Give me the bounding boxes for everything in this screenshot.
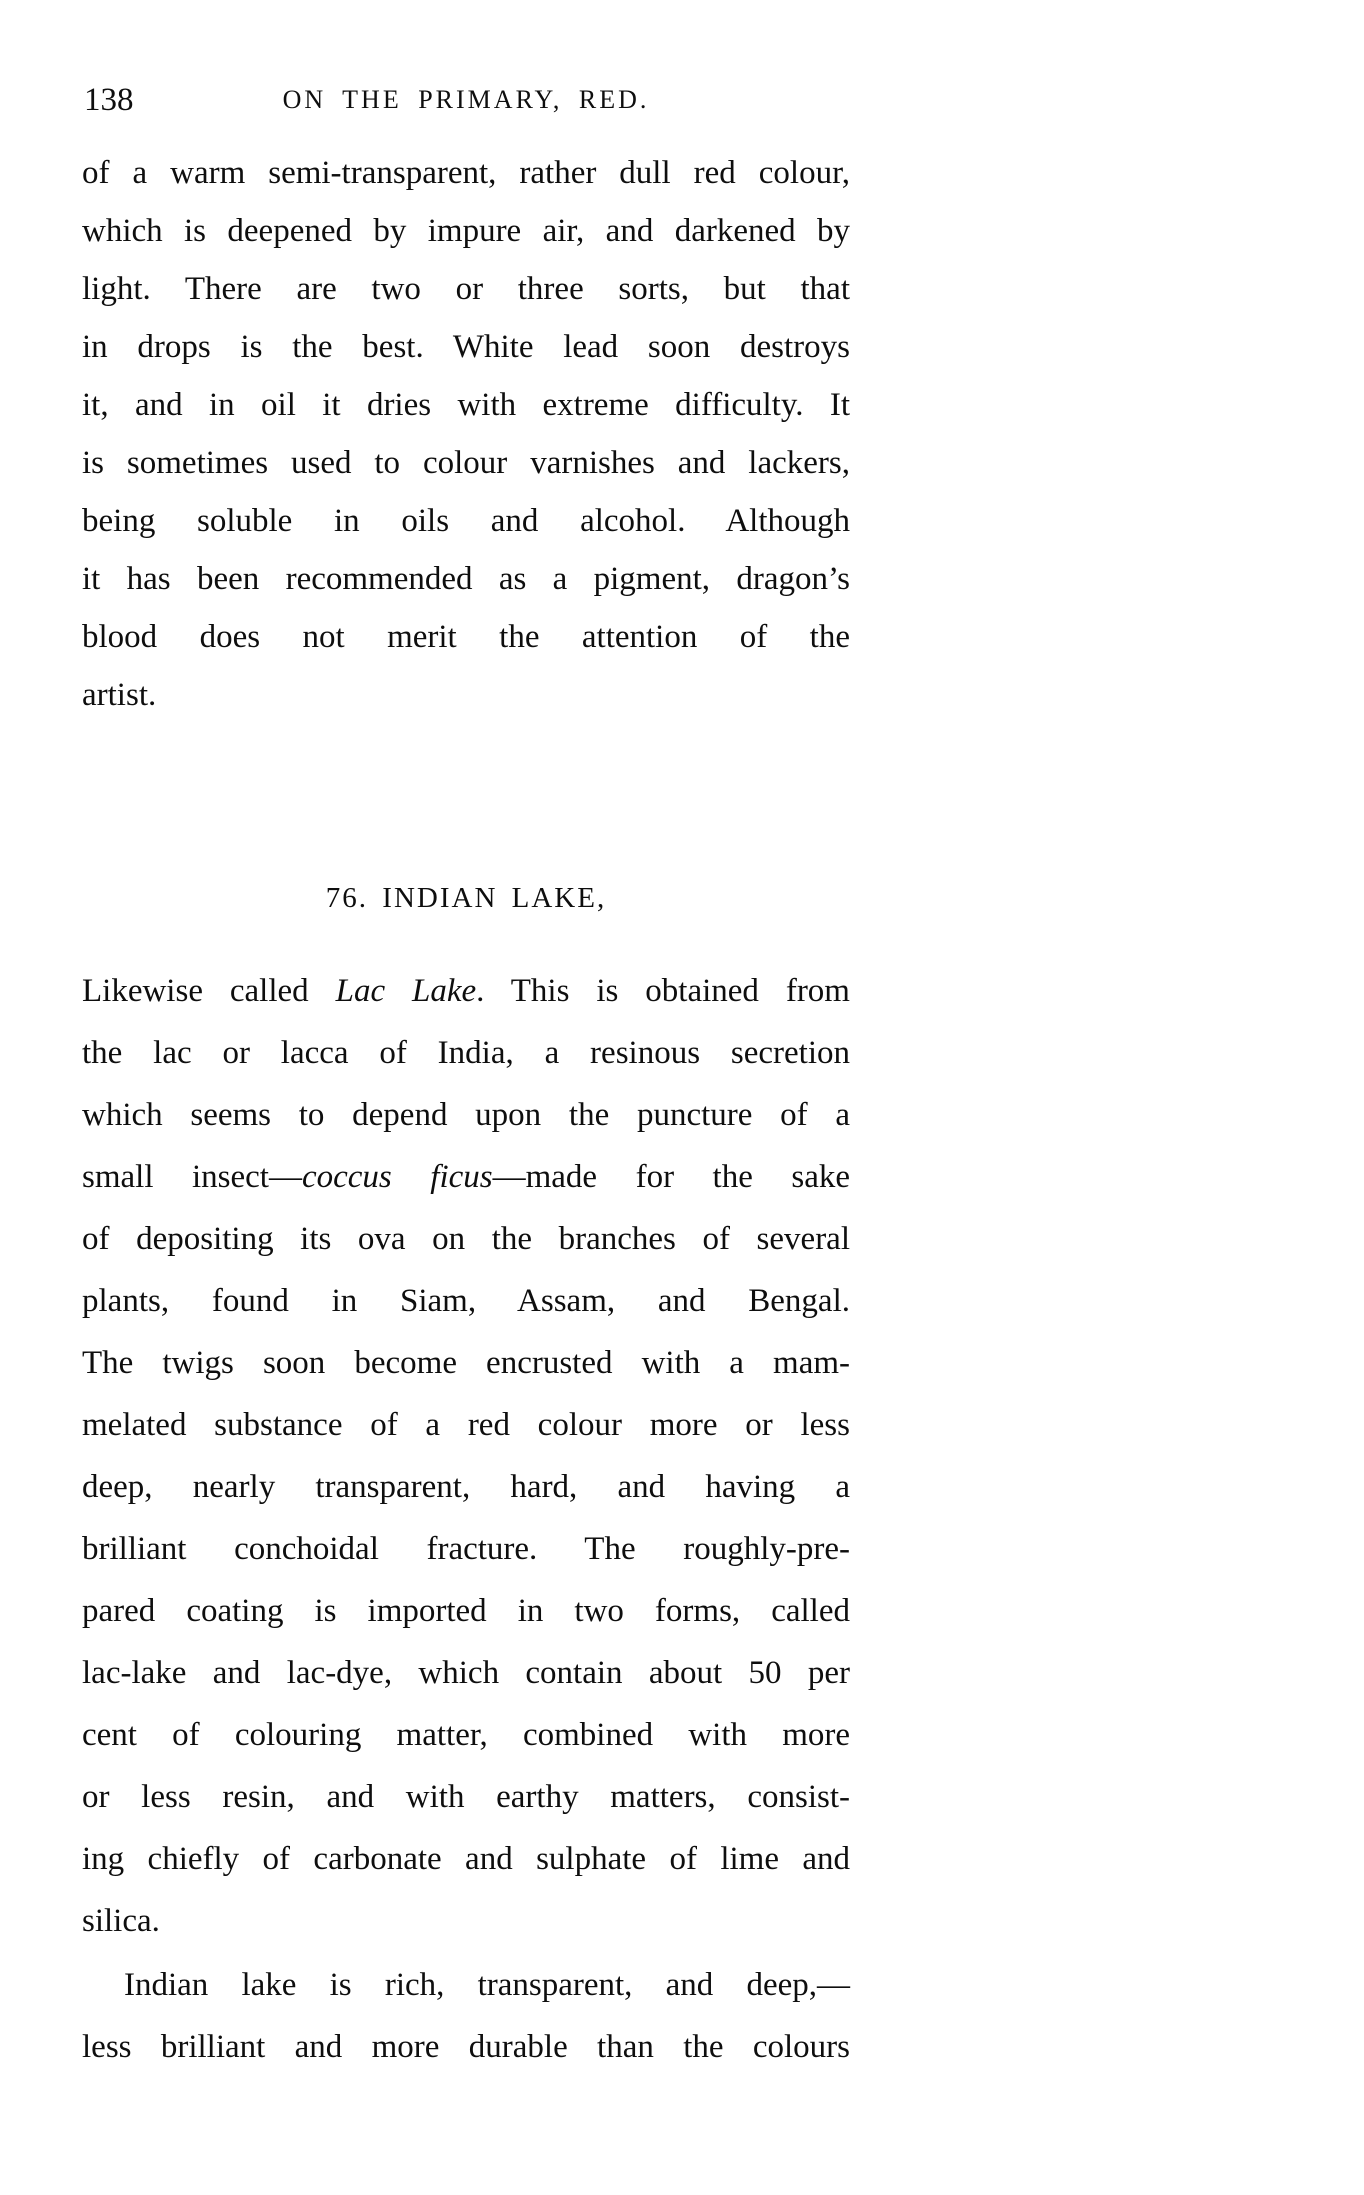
text-line: lac-lake and lac-dye, which contain about 50 per <box>82 1655 850 1691</box>
paragraph-dragons-blood <box>82 144 850 724</box>
text-line: light. There are two or three sorts, but that <box>82 271 850 307</box>
text-line: artist. <box>82 677 157 713</box>
text-line <box>82 1146 850 1208</box>
text-line: less brilliant and more durable than the colours <box>82 2029 850 2065</box>
paragraph-indian-lake-continued <box>82 1954 850 2078</box>
text-line: it has been recommended as a pigment, dragon’s <box>82 561 850 597</box>
text-line: deep, nearly transparent, hard, and having a <box>82 1469 850 1505</box>
page-header <box>82 82 850 118</box>
text-line: of depositing its ova on the branches of several <box>82 1221 850 1257</box>
text-line: the lac or lacca of India, a resinous secretion <box>82 1035 850 1071</box>
text-line: or less resin, and with earthy matters, consist- <box>82 1779 850 1815</box>
text-line: it, and in oil it dries with extreme difficulty. It <box>82 387 850 423</box>
text-line: which is deepened by impure air, and darkened by <box>82 213 850 249</box>
section-heading: 76. INDIAN LAKE, <box>325 882 607 914</box>
text-run: Likewise called <box>82 973 336 1009</box>
text-run: . This is obtained from <box>476 973 850 1009</box>
text-line: brilliant conchoidal fracture. The roughly-pre- <box>82 1531 850 1567</box>
text-line: being soluble in oils and alcohol. Although <box>82 503 850 539</box>
text-line: Indian lake is rich, transparent, and deep,— <box>124 1967 850 2003</box>
text-line: plants, found in Siam, Assam, and Bengal. <box>82 1283 850 1319</box>
text-line: melated substance of a red colour more or less <box>82 1407 850 1443</box>
text-line: pared coating is imported in two forms, called <box>82 1593 850 1629</box>
text-line: The twigs soon become encrusted with a mam- <box>82 1345 850 1381</box>
text-line: cent of colouring matter, combined with more <box>82 1717 850 1753</box>
italic-text-run: Lac Lake <box>335 973 477 1009</box>
text-line <box>82 960 850 1022</box>
text-line: of a warm semi-transparent, rather dull red colour, <box>82 155 850 191</box>
running-header-title: ON THE PRIMARY, RED. <box>282 85 650 114</box>
italic-text-run: coccus ficus <box>301 1159 493 1195</box>
text-line: blood does not merit the attention of the <box>82 619 850 655</box>
page-number: 138 <box>84 82 134 118</box>
text-line: ing chiefly of carbonate and sulphate of lime and <box>82 1841 850 1877</box>
text-run: small insect— <box>82 1159 302 1195</box>
text-line: silica. <box>82 1903 160 1939</box>
text-line: is sometimes used to colour varnishes and lackers, <box>82 445 850 481</box>
text-line: in drops is the best. White lead soon destroys <box>82 329 850 365</box>
text-run: —made for the sake <box>492 1159 851 1195</box>
paragraph-indian-lake <box>82 960 850 1952</box>
text-line: which seems to depend upon the puncture of a <box>82 1097 850 1133</box>
